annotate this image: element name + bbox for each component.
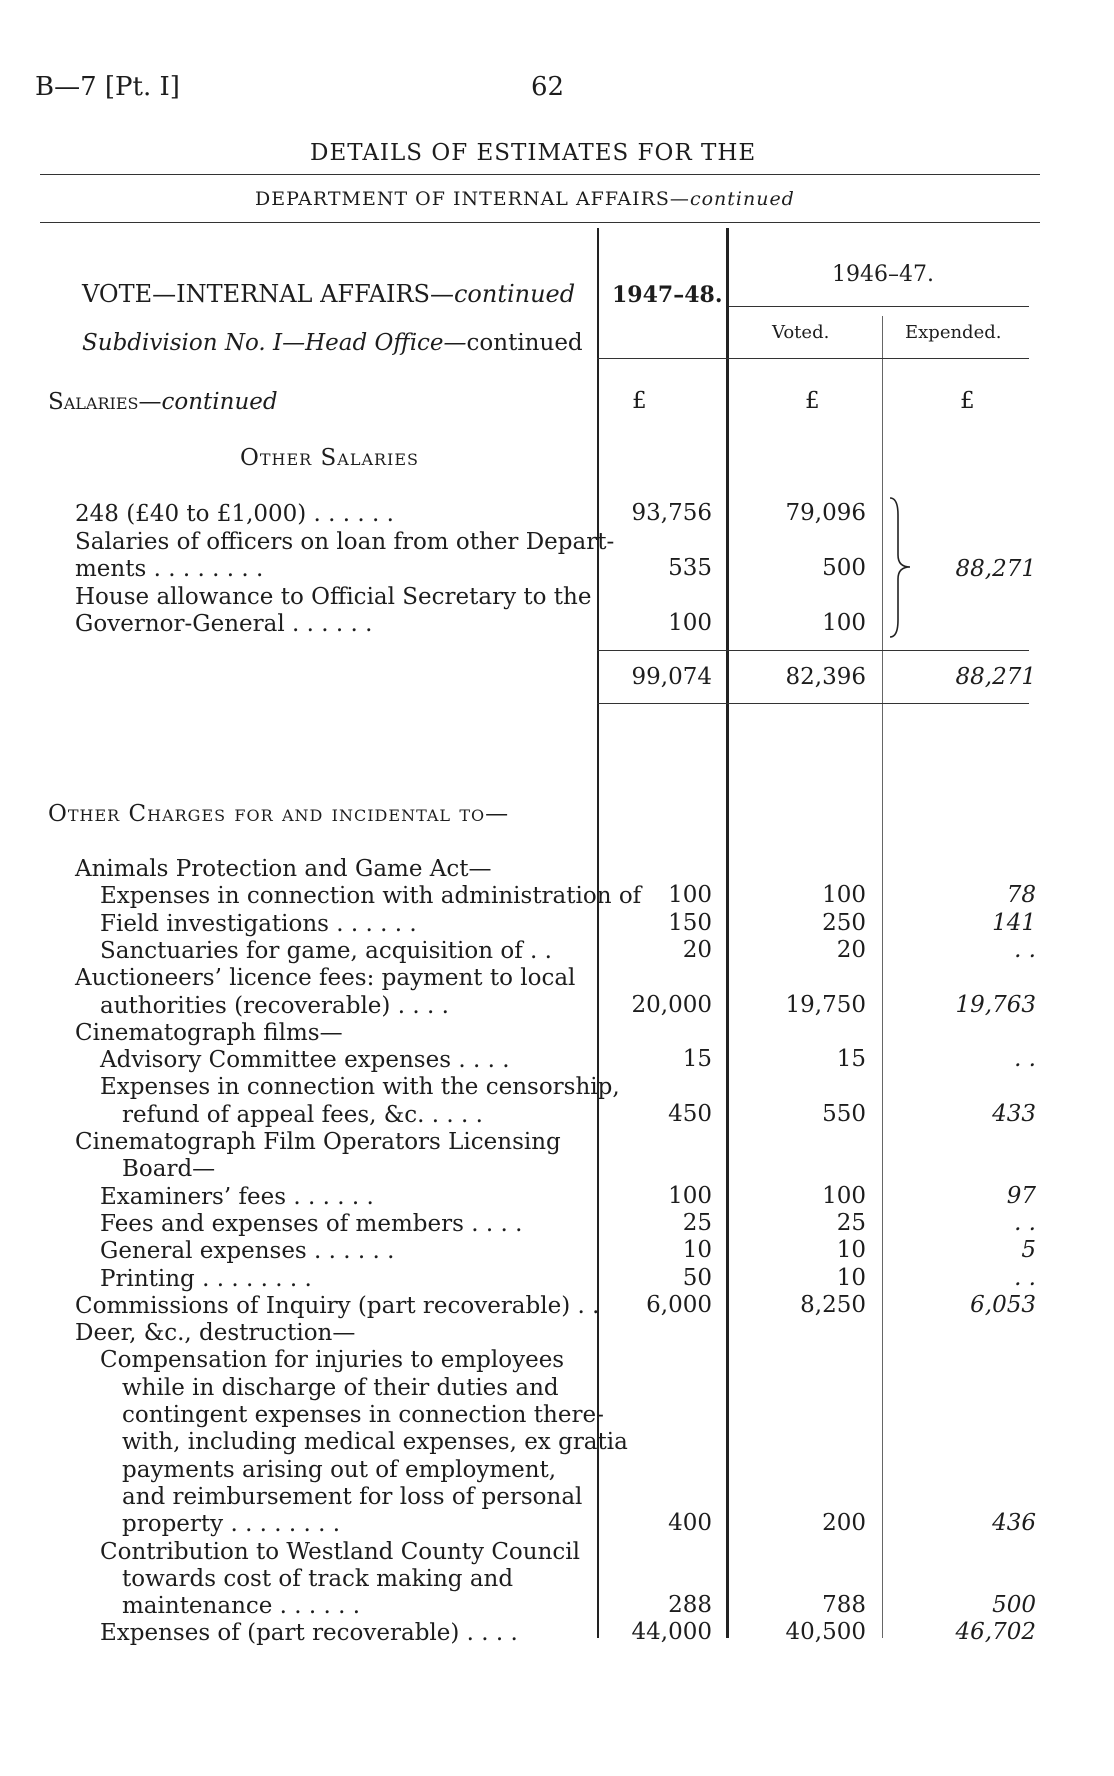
charge-row-voted: 550: [822, 1101, 866, 1127]
charge-row-expended: 6,053: [970, 1292, 1036, 1318]
charge-row-voted: 40,500: [785, 1619, 866, 1645]
charge-row-label: Examiners’ fees . . . . . .: [100, 1184, 374, 1210]
charge-row-1947: 100: [668, 882, 712, 908]
department-heading-continued: continued: [689, 188, 795, 210]
salaries-heading: [48, 388, 278, 416]
subdivision-title: [82, 330, 583, 356]
column-divider-3: [882, 316, 883, 1638]
vote-title-text: VOTE—INTERNAL AFFAIRS—: [82, 280, 454, 308]
salary-bracket-expended: 88,271: [955, 556, 1036, 582]
charge-row-label: contingent expenses in connection there-: [122, 1402, 604, 1428]
charge-row-voted: 100: [822, 882, 866, 908]
charge-row-1947: 100: [668, 1183, 712, 1209]
charge-row-label: Expenses of (part recoverable) . . . .: [100, 1620, 518, 1646]
charge-row-voted: 200: [822, 1510, 866, 1536]
charge-row-1947: 400: [668, 1510, 712, 1536]
charge-row-expended: 436: [992, 1510, 1036, 1536]
charge-row-label: Cinematograph films—: [75, 1020, 343, 1046]
charge-row-label: Expenses in connection with the censorship,: [100, 1074, 620, 1100]
column-header-voted: Voted.: [772, 322, 830, 343]
salary-row-label: House allowance to Official Secretary to the: [75, 584, 592, 610]
charge-row-expended: 141: [992, 910, 1036, 936]
charge-row-voted: 788: [822, 1592, 866, 1618]
salary-total-expended: 88,271: [955, 664, 1036, 690]
total-rule-top: [597, 650, 1029, 651]
charge-row-1947: 20: [682, 937, 712, 963]
department-rule: [40, 222, 1040, 223]
salary-row-label: ments . . . . . . . .: [75, 556, 264, 582]
charge-row-voted: 19,750: [785, 992, 866, 1018]
other-salaries-subheading: Other Salaries: [240, 445, 420, 471]
charge-row-expended: . .: [1014, 1265, 1036, 1291]
column-header-expended: Expended.: [905, 322, 1002, 343]
column-divider-2: [726, 228, 729, 1638]
charge-row-label: maintenance . . . . . .: [122, 1593, 361, 1619]
column-header-1946-47: 1946–47.: [832, 262, 934, 287]
charge-row-label: Animals Protection and Game Act—: [75, 856, 492, 882]
salary-total-1947: 99,074: [631, 664, 712, 690]
other-charges-heading: Other Charges for and incidental to—: [48, 801, 510, 827]
charge-row-label: with, including medical expenses, ex gratia: [122, 1429, 628, 1455]
charge-row-label: while in discharge of their duties and: [122, 1375, 559, 1401]
charge-row-expended: . .: [1014, 1046, 1036, 1072]
charge-row-label: property . . . . . . . .: [122, 1511, 341, 1537]
charge-row-1947: 150: [668, 910, 712, 936]
salary-row-1947: 100: [668, 610, 712, 636]
charge-row-label: towards cost of track making and: [122, 1566, 514, 1592]
charge-row-label: and reimbursement for loss of personal: [122, 1484, 583, 1510]
charge-row-1947: 44,000: [631, 1619, 712, 1645]
charge-row-label: refund of appeal fees, &c. . . . .: [122, 1102, 483, 1128]
vote-title: [82, 280, 575, 308]
charge-row-label: Board—: [122, 1156, 216, 1182]
salary-row-1947: 93,756: [631, 500, 712, 526]
salary-total-voted: 82,396: [785, 664, 866, 690]
charge-row-label: Expenses in connection with administration of: [100, 883, 642, 909]
subdivision-title-continued: continued: [466, 330, 583, 356]
charge-row-label: Commissions of Inquiry (part recoverable) . .: [75, 1293, 600, 1319]
page-title: DETAILS OF ESTIMATES FOR THE: [310, 140, 757, 166]
subdivision-title-text: Subdivision No. I—Head Office—: [82, 330, 467, 356]
charge-row-label: Sanctuaries for game, acquisition of . .: [100, 938, 552, 964]
pound-sign-col3: £: [960, 388, 975, 414]
charge-row-voted: 8,250: [800, 1292, 866, 1318]
charge-row-expended: 5: [1021, 1237, 1036, 1263]
salary-row-label: Salaries of officers on loan from other Depart-: [75, 529, 615, 555]
department-heading-text: DEPARTMENT OF INTERNAL AFFAIRS—: [255, 188, 690, 210]
charge-row-expended: 500: [992, 1592, 1036, 1618]
charge-row-1947: 50: [682, 1265, 712, 1291]
salaries-heading-continued: continued: [161, 389, 278, 415]
department-heading: [255, 188, 795, 210]
charge-row-expended: . .: [1014, 1210, 1036, 1236]
charge-row-voted: 250: [822, 910, 866, 936]
charge-row-expended: 78: [1006, 882, 1036, 908]
vote-title-continued: continued: [453, 280, 576, 308]
charge-row-label: Printing . . . . . . . .: [100, 1266, 312, 1292]
charge-row-label: Field investigations . . . . . .: [100, 911, 417, 937]
charge-row-label: Auctioneers’ licence fees: payment to local: [75, 965, 576, 991]
charge-row-label: authorities (recoverable) . . . .: [100, 993, 449, 1019]
salary-row-1947: 535: [668, 555, 712, 581]
column-header-rule: [597, 358, 1029, 359]
charge-row-expended: 97: [1006, 1183, 1036, 1209]
charge-row-label: Advisory Committee expenses . . . .: [100, 1047, 510, 1073]
charge-row-label: Contribution to Westland County Council: [100, 1539, 580, 1565]
charge-row-expended: 433: [992, 1101, 1036, 1127]
charge-row-label: payments arising out of employment,: [122, 1457, 557, 1483]
charge-row-label: Cinematograph Film Operators Licensing: [75, 1129, 561, 1155]
pound-sign-col1: £: [632, 388, 647, 414]
title-rule: [40, 174, 1040, 175]
charge-row-1947: 25: [682, 1210, 712, 1236]
charge-row-1947: 10: [682, 1237, 712, 1263]
charge-row-1947: 450: [668, 1101, 712, 1127]
salary-row-voted: 100: [822, 610, 866, 636]
charge-row-1947: 20,000: [631, 992, 712, 1018]
pound-sign-col2: £: [805, 388, 820, 414]
charge-row-label: Deer, &c., destruction—: [75, 1320, 356, 1346]
charge-row-1947: 288: [668, 1592, 712, 1618]
page-number: 62: [531, 72, 565, 102]
charge-row-voted: 20: [836, 937, 866, 963]
column-header-1947-48: 1947–48.: [612, 282, 723, 308]
charge-row-label: Compensation for injuries to employees: [100, 1347, 565, 1373]
charge-row-voted: 10: [836, 1237, 866, 1263]
charge-row-label: Fees and expenses of members . . . .: [100, 1211, 523, 1237]
salary-row-label: 248 (£40 to £1,000) . . . . . .: [75, 501, 394, 527]
charge-row-voted: 15: [836, 1046, 866, 1072]
charge-row-expended: . .: [1014, 937, 1036, 963]
charge-row-expended: 19,763: [955, 992, 1036, 1018]
charge-row-expended: 46,702: [955, 1619, 1036, 1645]
charge-row-label: General expenses . . . . . .: [100, 1238, 395, 1264]
charge-row-1947: 15: [682, 1046, 712, 1072]
salaries-heading-text: Salaries—: [48, 389, 162, 415]
salary-row-voted: 500: [822, 555, 866, 581]
salary-row-voted: 79,096: [785, 500, 866, 526]
charge-row-voted: 100: [822, 1183, 866, 1209]
column-group-rule: [729, 306, 1029, 307]
total-rule-bottom: [597, 703, 1029, 704]
charge-row-voted: 25: [836, 1210, 866, 1236]
charge-row-voted: 10: [836, 1265, 866, 1291]
salary-row-label: Governor-General . . . . . .: [75, 611, 373, 637]
document-reference: B—7 [Pt. I]: [35, 72, 180, 102]
charge-row-1947: 6,000: [646, 1292, 712, 1318]
